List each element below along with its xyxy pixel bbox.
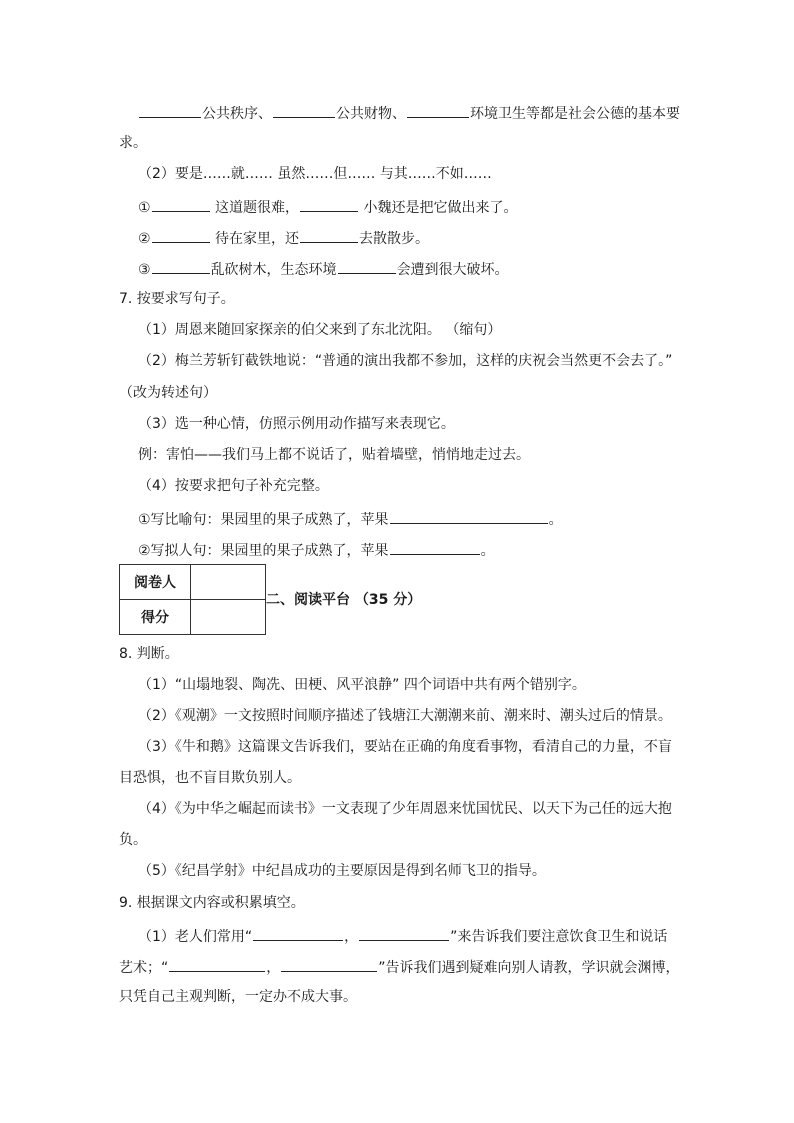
blank[interactable]	[338, 259, 396, 274]
reviewer-cell[interactable]	[191, 565, 266, 600]
q7-title: 7. 按要求写句子。	[119, 291, 235, 307]
text: 公共秩序、	[202, 106, 272, 122]
text: 待在家里，还	[210, 231, 300, 247]
text: 这道题很难，	[210, 200, 300, 216]
blank[interactable]	[169, 957, 265, 972]
text: 。	[548, 512, 563, 528]
q6-line1	[138, 103, 680, 123]
q8-title: 8. 判断。	[119, 646, 179, 662]
blank[interactable]	[273, 103, 335, 118]
text: ①写比喻句：果园里的果子成熟了，苹果	[138, 512, 389, 528]
q9-l2	[119, 957, 680, 977]
q8-s3b: 目恐惧，也不盲目欺负别人。	[119, 770, 301, 786]
text: （1）老人们常用“	[138, 929, 253, 945]
blank[interactable]	[152, 228, 210, 243]
text: 艺术；“	[119, 960, 169, 976]
q7-s4a	[138, 509, 563, 529]
text: 环境卫生等都是社会公德的基本要	[470, 106, 680, 122]
text: 。	[480, 543, 495, 559]
q6-item3	[138, 259, 509, 279]
text: ”来告诉我们要注意饮食卫生和说话	[450, 929, 668, 945]
text: 去散散步。	[359, 231, 430, 247]
q9-l1	[138, 926, 667, 946]
q6-item2	[138, 228, 429, 248]
blank[interactable]	[300, 228, 358, 243]
q7-s3: （3）选一种心情，仿照示例用动作描写来表现它。	[138, 416, 455, 432]
q7-s2: （2）梅兰芳斩钉截铁地说：“普通的演出我都不参加，这样的庆祝会当然更不会去了。”	[138, 353, 673, 369]
q6-item1	[138, 197, 517, 217]
blank[interactable]	[253, 926, 343, 941]
q7-example: 例：害怕——我们马上都不说话了，贴着墙壁，悄悄地走过去。	[138, 447, 530, 463]
section2-title: 二、阅读平台 （35 分）	[266, 592, 422, 608]
q7-s4b	[138, 540, 495, 560]
text: ”告诉我们遇到疑难向别人请教，学识就会渊博，	[378, 960, 680, 976]
text: ，	[344, 929, 359, 945]
q6-line2: 求。	[119, 135, 147, 151]
circled-number: ③	[138, 262, 151, 278]
q8-s3a: （3）《牛和鹅》这篇课文告诉我们，要站在正确的角度看事物，看清自己的力量，不盲	[138, 739, 672, 755]
blank[interactable]	[152, 259, 210, 274]
blank[interactable]	[359, 926, 449, 941]
q9-l3: 只凭自己主观判断，一定办不成大事。	[119, 989, 357, 1005]
blank[interactable]	[281, 957, 377, 972]
text: 公共财物、	[336, 106, 406, 122]
blank[interactable]	[390, 509, 548, 524]
text: 乱砍树木，生态环境	[210, 262, 337, 278]
text: ②写拟人句：果园里的果子成熟了，苹果	[138, 543, 389, 559]
q8-s4a: （4）《为中华之崛起而读书》一文表现了少年周恩来忧国忧民、以天下为己任的远大抱	[138, 801, 672, 817]
blank[interactable]	[139, 103, 201, 118]
score-cell[interactable]	[191, 600, 266, 635]
q8-s1: （1）“山塌地裂、陶冼、田梗、风平浪静” 四个词语中共有两个错别字。	[138, 677, 586, 693]
blank[interactable]	[152, 197, 210, 212]
blank[interactable]	[300, 197, 358, 212]
q7-s2-note: （改为转述句）	[119, 385, 217, 401]
q9-title: 9. 根据课文内容或积累填空。	[119, 895, 305, 911]
q7-s4: （4）按要求把句子补充完整。	[138, 478, 329, 494]
q7-s1: （1）周恩来随回家探亲的伯父来到了东北沈阳。 （缩句）	[138, 322, 502, 338]
circled-number: ①	[138, 200, 151, 216]
q8-s2: （2）《观潮》一文按照时间顺序描述了钱塘江大潮潮来前、潮来时、潮头过后的情景。	[138, 708, 672, 724]
q6-sub2-title: （2）要是……就…… 虽然……但…… 与其……不如……	[138, 166, 492, 182]
reviewer-label: 阅卷人	[120, 565, 191, 600]
q8-s4b: 负。	[119, 832, 147, 848]
text: 小魏还是把它做出来了。	[359, 200, 518, 216]
text: ，	[266, 960, 281, 976]
q8-s5: （5）《纪昌学射》中纪昌成功的主要原因是得到名师飞卫的指导。	[138, 863, 546, 879]
text: 会遭到很大破坏。	[396, 262, 509, 278]
score-table	[119, 564, 266, 635]
score-label: 得分	[120, 600, 191, 635]
circled-number: ②	[138, 231, 151, 247]
blank[interactable]	[390, 540, 480, 555]
blank[interactable]	[407, 103, 469, 118]
